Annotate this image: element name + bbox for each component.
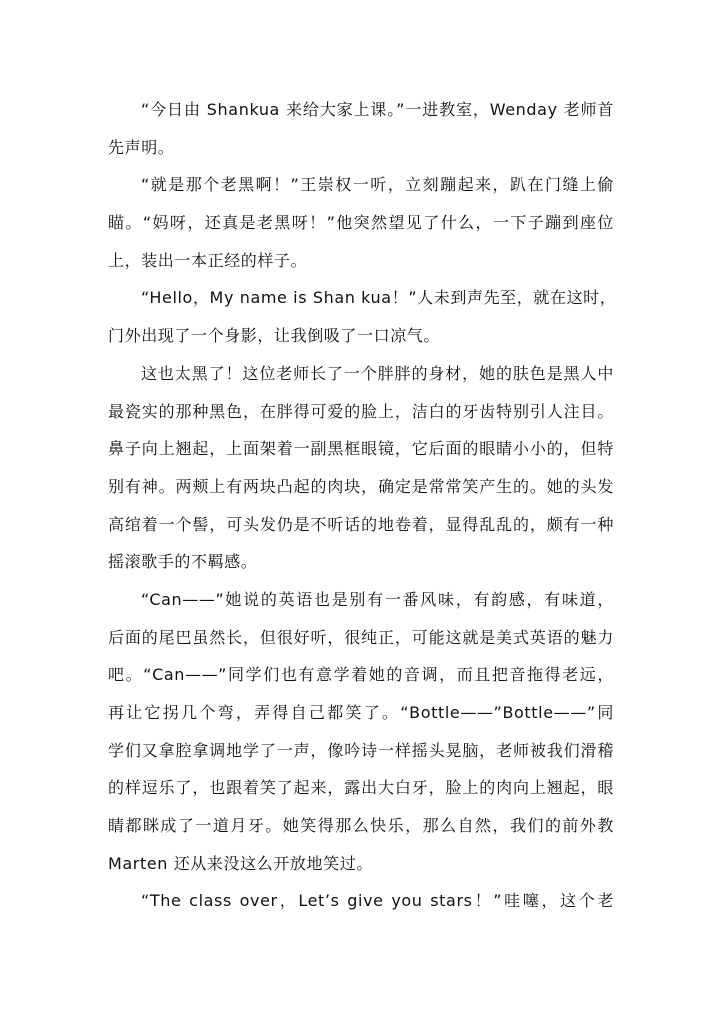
text-line: 再让它拐几个弯，弄得自己都笑了。“Bottle——”Bottle——”同: [108, 703, 614, 722]
text-line: “The class over，Let’s give you stars！”哇噻，这个老: [141, 891, 614, 911]
paragraph: [108, 355, 614, 581]
text-line: 上，装出一本正经的样子。: [108, 250, 308, 270]
text-line: “就是那个老黑啊！”王崇权一听，立刻蹦起来，趴在门缝上偷: [141, 175, 614, 195]
document-body: [108, 91, 617, 920]
text-line: 这也太黑了！这位老师长了一个胖胖的身材，她的肤色是黑人中: [141, 363, 614, 383]
text-line: “今日由 Shankua 来给大家上课。”一进教室，Wenday 老师首: [141, 100, 614, 119]
text-line: “Hello，My name is Shan kua！”人未到声先至，就在这时，: [141, 288, 617, 308]
text-line: 别有神。两颊上有两块凸起的肉块，确定是常常笑产生的。她的头发: [108, 476, 614, 496]
text-line: 瞄。“妈呀，还真是老黑呀！”他突然望见了什么，一下子蹦到座位: [108, 213, 614, 233]
text-line: 睛都眯成了一道月牙。她笑得那么快乐，那么自然，我们的前外教: [108, 816, 614, 836]
text-line: 鼻子向上翘起，上面架着一副黑框眼镜，它后面的眼睛小小的，但特: [108, 439, 614, 459]
paragraph: [108, 279, 617, 354]
text-line: 摇滚歌手的不羁感。: [108, 552, 258, 572]
text-line: 学们又拿腔拿调地学了一声，像吟诗一样摇头晃脑，老师被我们滑稽: [108, 740, 614, 760]
paragraph: [108, 581, 614, 883]
text-line: “Can——”她说的英语也是别有一番风味，有韵感，有味道，: [141, 589, 614, 609]
text-line: 门外出现了一个身影，让我倒吸了一口凉气。: [108, 326, 441, 346]
paragraph: [108, 166, 614, 279]
paragraph: [108, 91, 614, 166]
text-line: 高绾着一个髻，可头发仍是不听话的地卷着，显得乱乱的，颇有一种: [108, 514, 614, 534]
text-line: 最瓷实的那种黑色，在胖得可爱的脸上，洁白的牙齿特别引人注目。: [108, 401, 614, 421]
text-line: Marten 还从来没这么开放地笑过。: [108, 853, 373, 873]
text-line: 后面的尾巴虽然长，但很好听，很纯正，可能这就是美式英语的魅力: [108, 627, 614, 647]
text-line: 先声明。: [108, 137, 175, 157]
text-line: 的样逗乐了，也跟着笑了起来，露出大白牙，脸上的肉向上翘起，眼: [108, 778, 614, 798]
text-line: 吧。“Can——”同学们也有意学着她的音调，而且把音拖得老远，: [108, 665, 614, 685]
paragraph: [108, 882, 614, 920]
